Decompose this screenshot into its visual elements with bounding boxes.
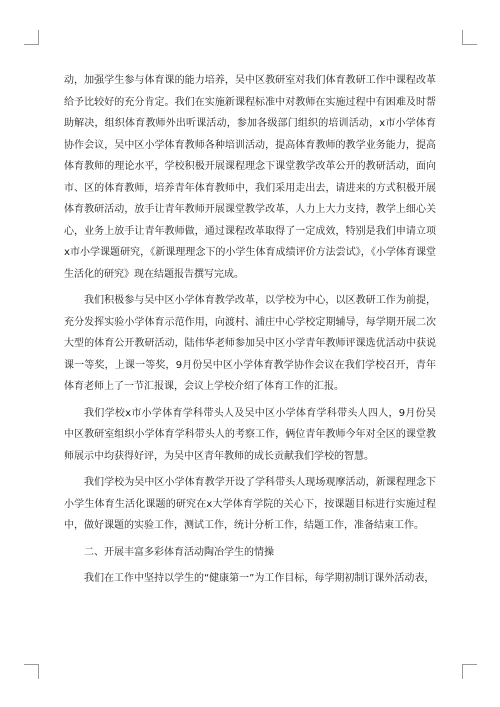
crop-mark-bottom-left (24, 664, 39, 679)
paragraph-1: 动，加强学生参与体育课的能力培养，吴中区教研室对我们体育教研工作中课程改革给予比较好的充分肯定。我们在实施新课程标准中对教师在实施过程中有困难及时帮助解决，组织体育教师外出听课活动，参加各级部门组织的培训活动，x市小学体育协作会议，吴中区小学体育教师各种培训活动，提高体育教师的教学业务能力，提高体育教师的理论水平，学校积极开展课程理念下课堂教学改革公开的教研活动，面向市、区的体育教师，培养青年体育教师中，我们采用走出去，请进来的方式积极开展体育教研活动，放手让青年教师开展课堂教学改革，人力上大力支持，教学上细心关心，业务上放手让青年教师做，通过课程改革取得了一定成效，特别是我们申请立项x市小学课题研究，《新课理理念下的小学生体育成绩评价方法尝试》，《小学体育课堂生活化的研究》现在结题报告撰写完成。 (64, 75, 436, 280)
crop-mark-top-left (24, 30, 39, 45)
document-body (64, 70, 436, 595)
crop-mark-bottom-right (462, 664, 477, 679)
paragraph-4: 我们学校为吴中区小学体育教学开设了学科带头人现场观摩活动，新课程理念下小学生体育生活化课题的研究在x大学体育学院的关心下，按课题目标进行实施过程中，做好课题的实验工作，测试工作，统计分析工作，结题工作，准备结束工作。 (64, 477, 436, 531)
paragraph-3: 我们学校x市小学体育学科带头人及吴中区小学体育学科带头人四人，9月份吴中区教研室组织小学体育学科带头人的考察工作，俩位青年教师今年对全区的课堂教师展示中均获得好评，为吴中区青年教师的成长贡献我们学校的智慧。 (64, 407, 436, 462)
paragraph-5: 我们在工作中坚持以学生的“健康第一”为工作目标，每学期初制订课外活动表， (84, 573, 435, 584)
section-heading: 二、开展丰富多彩体育活动陶冶学生的情操 (84, 546, 274, 558)
crop-mark-top-right (462, 30, 477, 45)
paragraph-2: 我们积极参与吴中区小学体育教学改革，以学校为中心，以区教研工作为前提，充分发挥实验小学体育示范作用，向渡村、浦庄中心学校定期辅导，每学期开展二次大型的体育公开教研活动，陆伟华老师参加吴中区小学青年教师评课选优活动中获说课一等奖，上课一等奖，9月份吴中区小学体育教学协作会议在我们学校召开，青年体育老师上了一节汇报课，会议上学校介绍了体育工作的汇报。 (64, 295, 436, 392)
